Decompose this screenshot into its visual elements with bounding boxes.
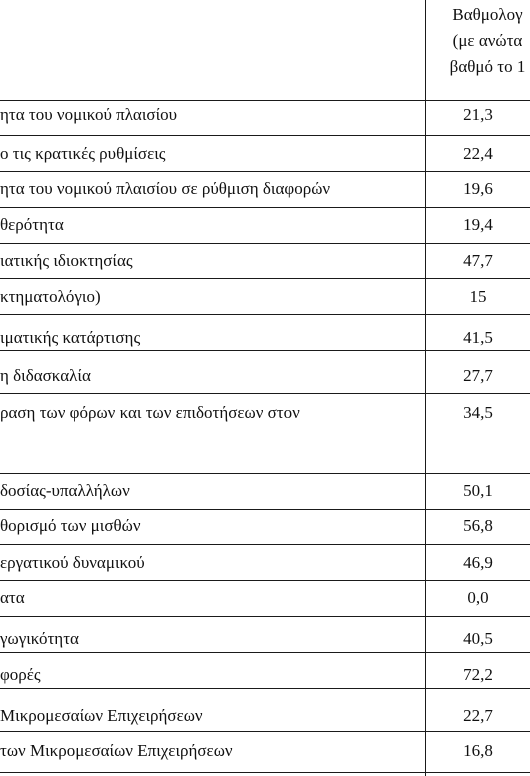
row-label: ατα bbox=[0, 588, 25, 607]
row-label: ιματικής κατάρτισης bbox=[0, 328, 141, 347]
row-value: 41,5 bbox=[463, 328, 493, 347]
row-value: 72,2 bbox=[463, 665, 493, 684]
row-divider bbox=[0, 100, 530, 101]
row-value: 47,7 bbox=[463, 251, 493, 270]
row-value: 50,1 bbox=[463, 481, 493, 500]
row-divider bbox=[0, 135, 530, 136]
row-label: ητα του νομικού πλαισίου σε ρύθμιση διαφορών bbox=[0, 179, 331, 198]
row-value: 56,8 bbox=[463, 516, 493, 535]
score-header-line-1: Βαθμολογ bbox=[452, 5, 523, 24]
row-value: 0,0 bbox=[467, 588, 489, 607]
row-divider bbox=[0, 652, 530, 653]
row-value: 22,4 bbox=[463, 144, 493, 163]
row-value: 46,9 bbox=[463, 553, 493, 572]
row-divider bbox=[0, 207, 530, 208]
row-divider bbox=[0, 243, 530, 244]
row-divider bbox=[0, 314, 530, 315]
row-value: 40,5 bbox=[463, 629, 493, 648]
row-label: φορές bbox=[0, 665, 41, 684]
row-value: 19,6 bbox=[463, 179, 493, 198]
row-label: θορισμό των μισθών bbox=[0, 516, 141, 535]
score-header-line-2: (με ανώτα bbox=[452, 31, 523, 50]
row-divider bbox=[0, 393, 530, 394]
row-label: η διδασκαλία bbox=[0, 366, 91, 385]
row-divider bbox=[0, 544, 530, 545]
row-divider bbox=[0, 509, 530, 510]
row-label: θερότητα bbox=[0, 215, 64, 234]
row-divider bbox=[0, 616, 530, 617]
score-header-line-3: βαθμό το 1 bbox=[449, 57, 526, 76]
row-divider bbox=[0, 278, 530, 279]
row-value: 34,5 bbox=[463, 403, 493, 422]
row-value: 19,4 bbox=[463, 215, 493, 234]
row-value: 16,8 bbox=[463, 741, 493, 760]
row-label: ο τις κρατικές ρυθμίσεις bbox=[0, 144, 166, 163]
row-label: των Μικρομεσαίων Επιχειρήσεων bbox=[0, 741, 233, 760]
row-divider bbox=[0, 350, 530, 351]
row-value: 15 bbox=[469, 287, 487, 306]
row-label: ιατικής ιδιοκτησίας bbox=[0, 251, 133, 270]
row-divider bbox=[0, 171, 530, 172]
row-label: ητα του νομικού πλαισίου bbox=[0, 105, 178, 124]
row-value: 22,7 bbox=[463, 706, 493, 725]
row-divider bbox=[0, 688, 530, 689]
row-divider bbox=[0, 731, 530, 732]
row-label: ραση των φόρων και των επιδοτήσεων στον bbox=[0, 403, 300, 422]
row-divider bbox=[0, 772, 530, 773]
row-divider bbox=[0, 473, 530, 474]
row-label: Μικρομεσαίων Επιχειρήσεων bbox=[0, 706, 203, 725]
row-label: δοσίας-υπαλλήλων bbox=[0, 481, 130, 500]
row-value: 21,3 bbox=[463, 105, 493, 124]
row-label: εργατικού δυναμικού bbox=[0, 553, 145, 572]
row-label: κτηματολόγιο) bbox=[0, 287, 101, 306]
row-value: 27,7 bbox=[463, 366, 493, 385]
row-divider bbox=[0, 580, 530, 581]
row-label: γωγικότητα bbox=[0, 629, 79, 648]
